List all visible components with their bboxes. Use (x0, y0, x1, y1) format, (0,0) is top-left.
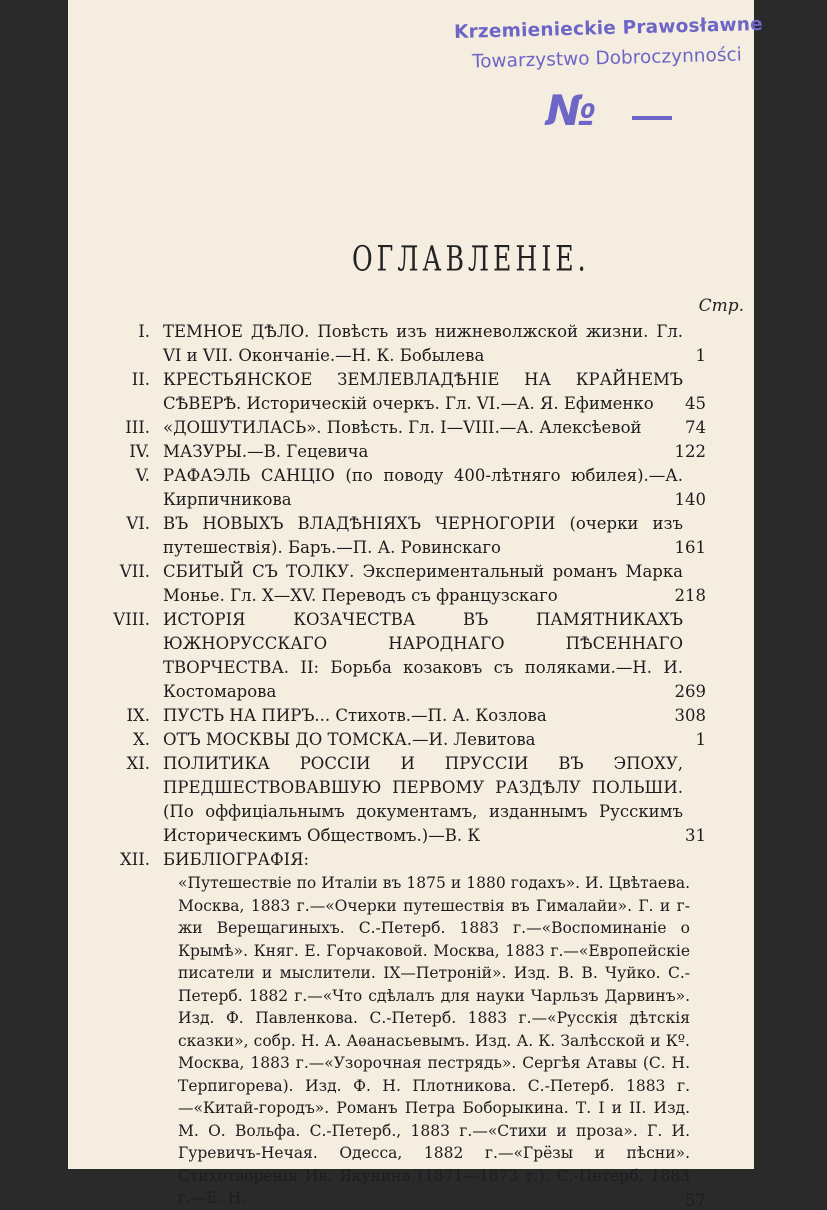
entry-text: «ДОШУТИЛАСЬ». Повѣсть. Гл. I—VIII.—А. Алексѣевой (163, 418, 642, 437)
entry-number: II. (131, 370, 150, 389)
entry-text: ПУСТЬ НА ПИРЪ... Стихотв.—П. А. Козлова (163, 706, 547, 725)
entry-text: ОТЪ МОСКВЫ ДО ТОМСКА.—И. Левитова (163, 730, 536, 749)
entry-text: ПОЛИТИКА РОССІИ И ПРУССІИ ВЪ ЭПОХУ, ПРЕДШЕСТВОВАВШУЮ ПЕРВОМУ РАЗДѢЛУ ПОЛЬШИ. (По оффиціальнымъ документамъ, изданнымъ Русскимъ Историческимъ Обществомъ.)—В. К (163, 754, 683, 845)
toc-entry (68, 416, 754, 440)
stamp-line-2: Towarzystwo Dobroczynności (471, 44, 743, 73)
entry-number: I. (138, 322, 150, 341)
entry-number: X. (133, 730, 150, 749)
entry-text: МАЗУРЫ.—В. Гецевича (163, 442, 369, 461)
entry-number: V. (135, 466, 150, 485)
entry-text: БИБЛІОГРАФІЯ: (163, 850, 310, 869)
stamp-line-1: Krzemienieckie Prawosławne (453, 13, 764, 44)
toc-entry (68, 320, 754, 368)
toc-entry (68, 704, 754, 728)
book-page (68, 0, 764, 1210)
toc-entry (68, 464, 754, 512)
bibliography-block (68, 872, 754, 1210)
entry-text: РАФАЭЛЬ САНЦІО (по поводу 400-лѣтняго юбилея).—А. Кирпичникова (163, 466, 683, 509)
entry-text: ТЕМНОЕ ДѢЛО. Повѣсть изъ нижневолжской жизни. Гл. VI и VII. Окончаніе.—Н. К. Бобылева (163, 322, 683, 365)
entry-page: 269 (674, 682, 706, 701)
toc-entry (68, 848, 754, 872)
entry-page: 45 (685, 394, 706, 413)
entry-text: КРЕСТЬЯНСКОЕ ЗЕМЛЕВЛАДѢНІЕ НА КРАЙНЕМЪ СѢВЕРѢ. Историческій очеркъ. Гл. VI.—А. Я. Ефименко (163, 370, 683, 413)
stamp-blank-line (632, 116, 672, 120)
entry-page: 1 (695, 730, 706, 749)
entry-number: VIII. (113, 610, 150, 629)
toc-entry (68, 608, 754, 704)
entry-number: XI. (126, 754, 150, 773)
page-title: ОГЛАВЛЕНІЕ. (352, 238, 590, 280)
stamp-number-sign: № (546, 86, 597, 135)
toc-entry (68, 368, 754, 416)
entry-page: 122 (674, 442, 706, 461)
toc-entry (68, 440, 754, 464)
entry-number: XII. (119, 850, 150, 869)
entry-page: 74 (685, 418, 706, 437)
entry-text: СБИТЫЙ СЪ ТОЛКУ. Экспериментальный романъ Марка Монье. Гл. X—XV. Переводъ съ французскаго (163, 562, 683, 605)
bibliography-page: 57 (685, 1190, 706, 1210)
entry-page: 218 (674, 586, 706, 605)
toc-entry (68, 728, 754, 752)
table-of-contents (68, 320, 754, 1210)
toc-entry (68, 752, 754, 848)
entry-number: VII. (119, 562, 150, 581)
toc-entry (68, 512, 754, 560)
entry-number: VI. (126, 514, 150, 533)
entry-number: IX. (126, 706, 150, 725)
entry-text: ИСТОРІЯ КОЗАЧЕСТВА ВЪ ПАМЯТНИКАХЪ ЮЖНОРУССКАГО НАРОДНАГО ПѢСЕННАГО ТВОРЧЕСТВА. II: Борьба козаковъ съ поляками.—Н. И. Костомарова (163, 610, 683, 701)
entry-page: 308 (674, 706, 706, 725)
toc-entry (68, 560, 754, 608)
entry-number: IV. (129, 442, 150, 461)
entry-page: 1 (695, 346, 706, 365)
entry-page: 31 (685, 826, 706, 845)
entry-page: 161 (674, 538, 706, 557)
bibliography-text: «Путешествіе по Италіи въ 1875 и 1880 годахъ». И. Цвѣтаева. Москва, 1883 г.—«Очерки путешествія въ Гималайи». Г. и г-жи Верещагиныхъ. С.-Петерб. 1883 г.—«Воспоминаніе о Крымѣ». Княг. Е. Горчаковой. Москва, 1883 г.—«Европейскіе писатели и мыслители. IX—Петроній». Изд. В. В. Чуйко. С.-Петерб. 1882 г.—«Что сдѣлалъ для науки Чарльзъ Дарвинъ». Изд. Ф. Павленкова. С.-Петерб. 1883 г.—«Русскія дѣтскія сказки», собр. Н. А. Аѳанасьевымъ. Изд. А. К. Залѣсской и Кº. Москва, 1883 г.—«Узорочная пестрядь». Сергѣя Атавы (С. Н. Терпигорева). Изд. Ф. Н. Плотникова. С.-Петерб. 1883 г.—«Китай-городъ». Романъ Петра Боборыкина. Т. I и II. Изд. М. О. Вольфа. С.-Петерб., 1883 г.—«Стихи и проза». Г. И. Гуревичъ-Нечая. Одесса, 1882 г.—«Грёзы и пѣсни». Стихотворенія Ив. Якунина (1871—1873 г.). С.-Петерб. 1883 г.—Е. Н. (178, 874, 690, 1207)
entry-page: 140 (674, 490, 706, 509)
entry-number: III. (125, 418, 150, 437)
entry-text: ВЪ НОВЫХЪ ВЛАДѢНІЯХЪ ЧЕРНОГОРІИ (очерки изъ путешествія). Баръ.—П. А. Ровинскаго (163, 514, 683, 557)
page-column-header: Стр. (698, 296, 744, 316)
